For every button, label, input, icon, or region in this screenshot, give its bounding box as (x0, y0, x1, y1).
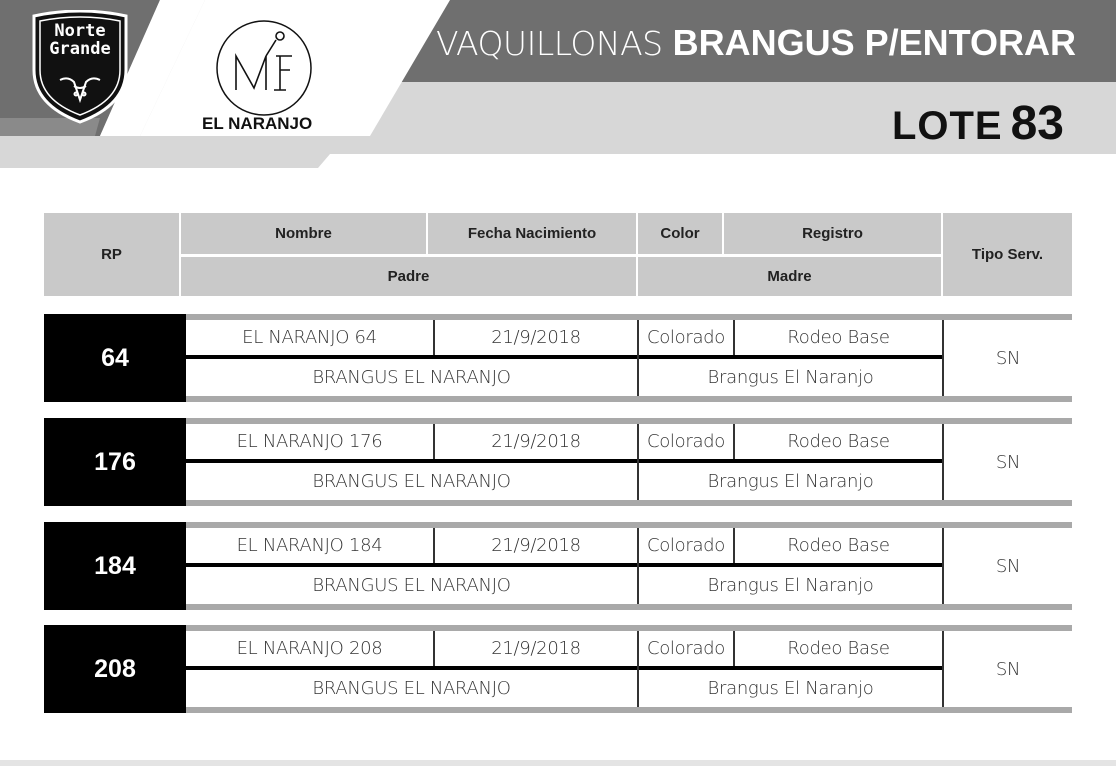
cell-nombre: EL NARANJO 176 (236, 431, 383, 452)
cell-padre: BRANGUS EL NARANJO (312, 678, 511, 699)
logo-text (30, 22, 130, 58)
el-naranjo-brand-icon (214, 18, 314, 118)
cell-madre: Brangus El Naranjo (707, 678, 874, 699)
title-bold: BRANGUS P/ENTORAR (672, 22, 1076, 63)
cell-color: Colorado (646, 327, 726, 348)
cell-nombre: EL NARANJO 184 (236, 535, 383, 556)
rp-number: 208 (44, 625, 186, 713)
cell-fecha: 21/9/2018 (491, 431, 581, 452)
header-color: Color (660, 225, 700, 242)
cell-color: Colorado (646, 431, 726, 452)
logo-text-line2: Grande (49, 39, 111, 59)
header-tipo-serv: Tipo Serv. (971, 246, 1044, 263)
cell-fecha: 21/9/2018 (491, 535, 581, 556)
table-row (44, 522, 1072, 610)
cell-fecha: 21/9/2018 (491, 327, 581, 348)
cell-color: Colorado (646, 535, 726, 556)
table-header (44, 213, 1072, 296)
cell-madre: Brangus El Naranjo (707, 471, 874, 492)
table-row (44, 314, 1072, 402)
logo-text-line1: Norte (54, 21, 106, 41)
header-padre: Padre (387, 268, 430, 285)
page-title (436, 22, 1076, 64)
footer-band (0, 760, 1116, 766)
header-rp: RP (101, 246, 122, 263)
cell-tipo-serv: SN (995, 555, 1021, 577)
rp-number: 64 (44, 314, 186, 402)
cell-padre: BRANGUS EL NARANJO (312, 367, 511, 388)
cell-color: Colorado (646, 638, 726, 659)
rp-number: 176 (44, 418, 186, 506)
cell-padre: BRANGUS EL NARANJO (312, 471, 511, 492)
lote-label: LOTE (891, 104, 1003, 148)
brand-name: EL NARANJO (202, 114, 313, 133)
table-row (44, 625, 1072, 713)
cell-madre: Brangus El Naranjo (707, 367, 874, 388)
cell-registro: Rodeo Base (787, 431, 890, 452)
cell-madre: Brangus El Naranjo (707, 575, 874, 596)
cell-nombre: EL NARANJO 64 (242, 327, 377, 348)
cell-nombre: EL NARANJO 208 (236, 638, 383, 659)
header-fecha-nacimiento: Fecha Nacimiento (467, 225, 597, 242)
title-light: VAQUILLONAS (436, 24, 663, 63)
header-registro: Registro (802, 225, 863, 242)
cell-padre: BRANGUS EL NARANJO (312, 575, 511, 596)
cell-tipo-serv: SN (995, 347, 1021, 369)
cell-tipo-serv: SN (995, 451, 1021, 473)
rp-number: 184 (44, 522, 186, 610)
table-row (44, 418, 1072, 506)
lote-number: 83 (1010, 97, 1064, 150)
cell-fecha: 21/9/2018 (491, 638, 581, 659)
header-nombre: Nombre (275, 225, 332, 242)
page-header (0, 0, 1116, 168)
cell-registro: Rodeo Base (787, 638, 890, 659)
cell-tipo-serv: SN (995, 658, 1021, 680)
header-madre: Madre (767, 268, 812, 285)
cell-registro: Rodeo Base (787, 535, 890, 556)
lote-badge (892, 96, 1064, 151)
cell-registro: Rodeo Base (787, 327, 890, 348)
